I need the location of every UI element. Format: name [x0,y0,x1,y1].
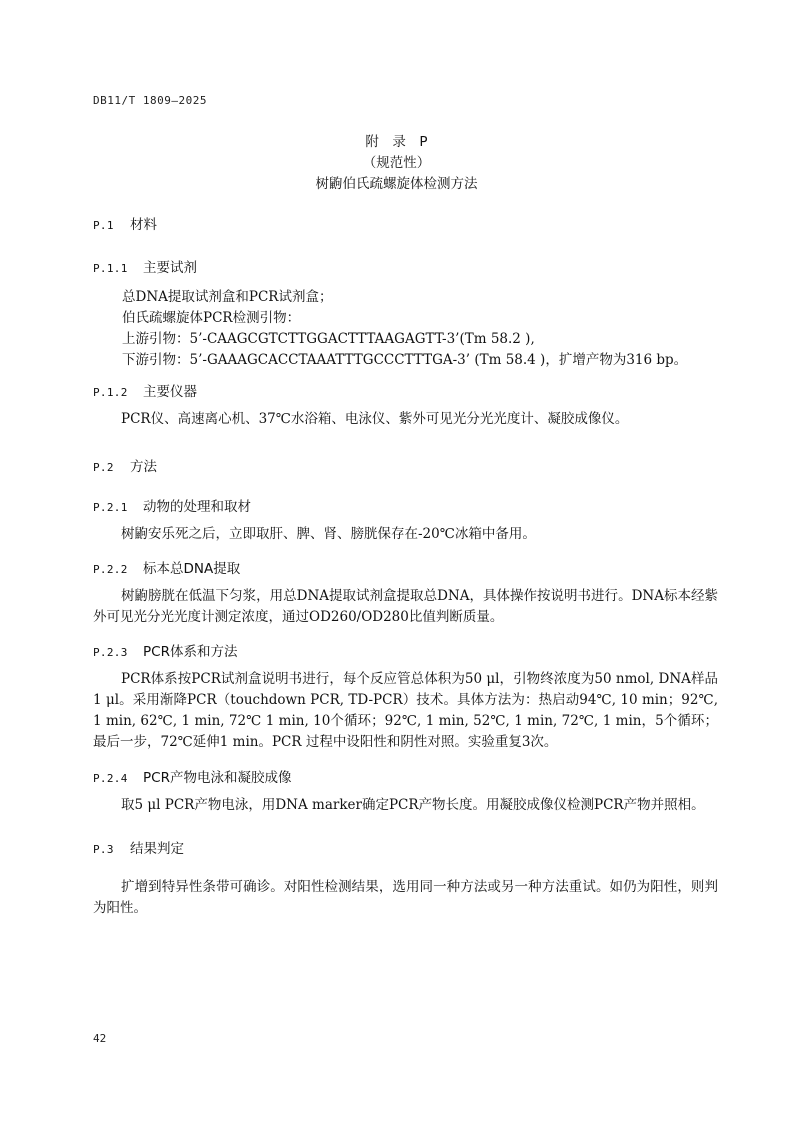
section-number: P.2 [93,461,114,474]
section-number: P.2.3 [93,646,128,659]
section-heading-p2 [93,455,157,475]
section-title: 标本总DNA提取 [143,561,241,577]
section-title: 主要试剂 [143,260,197,276]
page-number: 42 [93,1032,107,1045]
section-title: 材料 [130,217,157,233]
standard-code: DB11/T 1809—2025 [93,94,207,107]
section-heading-p2-3 [93,640,237,660]
primer-reverse-line: 下游引物：5’-GAAAGCACCTAAATTTGCCCTTTGA-3’ (Tm 58.4 )，扩增产物为316 bp。 [122,352,688,368]
electrophoresis-paragraph: 取5 μl PCR产物电泳，用DNA marker确定PCR产物长度。用凝胶成像仪检测PCR产物并照相。 [121,797,705,813]
section-heading-p3 [93,837,184,857]
section-heading-p2-2 [93,557,240,577]
section-number: P.2.1 [93,501,128,514]
section-number: P.3 [93,843,114,856]
section-title: 结果判定 [130,841,184,857]
section-heading-p1-1 [93,256,197,276]
reagent-line: 伯氏疏螺旋体PCR检测引物： [122,310,301,326]
section-title: PCR体系和方法 [143,644,238,660]
appendix-nature: （规范性） [362,155,431,171]
section-title: 主要仪器 [143,384,197,400]
appendix-title: 树鼩伯氏疏螺旋体检测方法 [315,176,478,192]
section-heading-p1 [93,213,157,233]
sampling-paragraph: 树鼩安乐死之后，立即取肝、脾、肾、膀胱保存在-20℃冰箱中备用。 [121,526,536,542]
section-heading-p2-1 [93,495,251,515]
section-title: 动物的处理和取材 [143,499,251,515]
section-number: P.2.4 [93,772,128,785]
reagent-line: 总DNA提取试剂盒和PCR试剂盒； [122,289,333,305]
section-title: 方法 [130,459,157,475]
section-number: P.1 [93,219,114,232]
instruments-paragraph: PCR仪、高速离心机、37℃水浴箱、电泳仪、紫外可见光分光光度计、凝胶成像仪。 [121,411,629,427]
dna-extraction-paragraph: 树鼩膀胱在低温下匀浆，用总DNA提取试剂盒提取总DNA，具体操作按说明书进行。DNA标本经紫外可见光分光光度计测定浓度，通过OD260/OD280比值判断质量。 [93,588,718,625]
section-number: P.2.2 [93,563,128,576]
pcr-method-paragraph: PCR体系按PCR试剂盒说明书进行，每个反应管总体积为50 μl，引物终浓度为50 nmol, DNA样品1 μl。采用渐降PCR（touchdown PCR, TD-PCR）技术。具体方法为：热启动94℃, 10 min；92℃, 1 min, 62℃, 1 min, 72℃ 1 min, 10个循环；92℃, 1 min, 52℃, 1 min, 72℃, 1 min，5个循环；最后一步，72℃延伸1 min。PCR 过程中设阳性和阴性对照。实验重复3次。 [93,671,718,750]
primer-forward-line: 上游引物：5’-CAAGCGTCTTGGACTTTAAGAGTT-3’(Tm 58.2 ), [122,331,535,347]
appendix-label: 附 录 P [365,134,428,150]
section-number: P.1.2 [93,386,128,399]
section-number: P.1.1 [93,262,128,275]
section-title: PCR产物电泳和凝胶成像 [143,770,292,786]
section-heading-p1-2 [93,380,197,400]
result-judgment-paragraph: 扩增到特异性条带可确诊。对阳性检测结果，选用同一种方法或另一种方法重试。如仍为阳性，则判为阳性。 [93,879,718,916]
section-heading-p2-4 [93,766,291,786]
